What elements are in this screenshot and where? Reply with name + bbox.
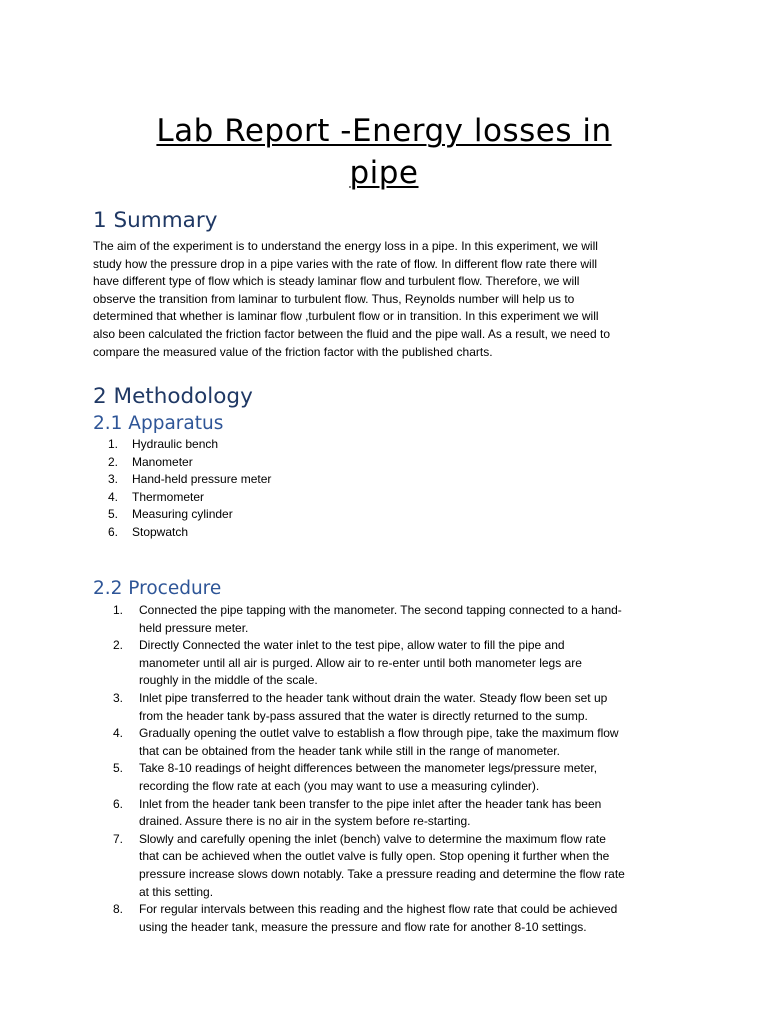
list-item xyxy=(113,901,673,936)
list-item-line: recording the flow rate at each (you may want to use a measuring cylinder). xyxy=(139,778,540,793)
summary-heading: 1 Summary xyxy=(93,208,218,233)
summary-line: also been calculated the friction factor between the fluid and the pipe wall. As a result, we need to xyxy=(93,326,610,341)
list-number: 6. xyxy=(108,524,119,539)
list-item-line: Take 8-10 readings of height differences between the manometer legs/pressure meter, xyxy=(139,761,598,776)
list-item-text: Measuring cylinder xyxy=(132,507,233,522)
list-item xyxy=(108,471,271,489)
list-item xyxy=(108,436,271,454)
list-item-line: Inlet from the header tank been transfer to the pipe inlet after the header tank has been xyxy=(139,796,602,811)
summary-line: The aim of the experiment is to understand the energy loss in a pipe. In this experiment, we will xyxy=(93,239,598,253)
list-number: 3. xyxy=(113,690,124,705)
list-item xyxy=(113,637,673,690)
list-item-line: from the header tank by-pass assured that the water is directly returned to the sump. xyxy=(139,708,588,723)
list-item xyxy=(113,690,673,725)
summary-line: compare the measured value of the friction factor with the published charts. xyxy=(93,344,493,359)
list-item-line: drained. Assure there is no air in the system before re-starting. xyxy=(139,814,471,829)
list-number: 2. xyxy=(113,638,124,653)
list-item xyxy=(113,602,673,637)
list-number: 6. xyxy=(113,796,124,811)
list-item-line: that can be achieved when the outlet valve is fully open. Stop opening it further when the xyxy=(139,849,610,864)
list-number: 4. xyxy=(108,489,119,504)
summary-line: observe the transition from laminar to turbulent flow. Thus, Reynolds number will help us to xyxy=(93,291,575,306)
procedure-heading: 2.2 Procedure xyxy=(93,578,222,599)
document-title xyxy=(60,110,708,194)
summary-line: have different type of flow which is steady laminar flow and turbulent flow. Therefore, we will xyxy=(93,274,580,289)
procedure-list xyxy=(113,602,673,936)
list-item xyxy=(113,760,673,795)
apparatus-heading: 2.1 Apparatus xyxy=(93,413,224,434)
apparatus-list xyxy=(108,436,271,542)
list-number: 1. xyxy=(113,603,124,617)
list-item-text: Thermometer xyxy=(132,489,205,504)
list-item xyxy=(113,831,673,901)
list-item-line: Gradually opening the outlet valve to establish a flow through pipe, take the maximum flow xyxy=(139,726,619,741)
list-item xyxy=(108,489,271,507)
list-item-line: Directly Connected the water inlet to the test pipe, allow water to fill the pipe and xyxy=(139,638,565,653)
list-item-text: Hydraulic bench xyxy=(132,437,219,451)
list-item xyxy=(113,796,673,831)
list-number: 8. xyxy=(113,902,124,917)
list-number: 3. xyxy=(108,472,119,487)
methodology-heading: 2 Methodology xyxy=(93,384,253,409)
list-item-text: Hand-held pressure meter xyxy=(132,472,272,487)
list-number: 2. xyxy=(108,454,119,469)
list-number: 4. xyxy=(113,726,124,741)
list-item-line: that can be obtained from the header tank while still in the range of manometer. xyxy=(139,743,560,758)
list-item-line: manometer until all air is purged. Allow air to re-enter until both manometer legs are xyxy=(139,655,582,670)
list-item xyxy=(113,725,673,760)
list-item-line: For regular intervals between this reading and the highest flow rate that could be achieved xyxy=(139,902,618,917)
list-number: 1. xyxy=(108,437,119,451)
list-item-line: at this setting. xyxy=(139,884,214,899)
list-number: 5. xyxy=(108,507,119,522)
list-item-line: using the header tank, measure the pressure and flow rate for another 8-10 settings. xyxy=(139,919,587,934)
summary-paragraph xyxy=(93,238,673,361)
list-number: 5. xyxy=(113,761,124,776)
list-item-line: pressure increase slows down notably. Take a pressure reading and determine the flow rate xyxy=(139,866,625,881)
list-item-text: Manometer xyxy=(132,454,193,469)
list-item xyxy=(108,524,271,542)
summary-line: study how the pressure drop in a pipe varies with the rate of flow. In different flow rate there will xyxy=(93,256,598,271)
list-item xyxy=(108,454,271,472)
title-line-2: pipe xyxy=(349,155,419,191)
list-number: 7. xyxy=(113,831,124,846)
list-item-line: roughly in the middle of the scale. xyxy=(139,673,318,688)
list-item-text: Stopwatch xyxy=(132,524,189,539)
summary-line: determined that whether is laminar flow ,turbulent flow or in transition. In this experiment we will xyxy=(93,309,599,324)
list-item xyxy=(108,506,271,524)
title-line-1: Lab Report -Energy losses in xyxy=(156,113,612,149)
list-item-line: Slowly and carefully opening the inlet (bench) valve to determine the maximum flow rate xyxy=(139,831,606,846)
list-item-line: Inlet pipe transferred to the header tank without drain the water. Steady flow been set up xyxy=(139,690,608,705)
list-item-line: Connected the pipe tapping with the manometer. The second tapping connected to a hand- xyxy=(139,603,622,617)
list-item-line: held pressure meter. xyxy=(139,620,249,635)
